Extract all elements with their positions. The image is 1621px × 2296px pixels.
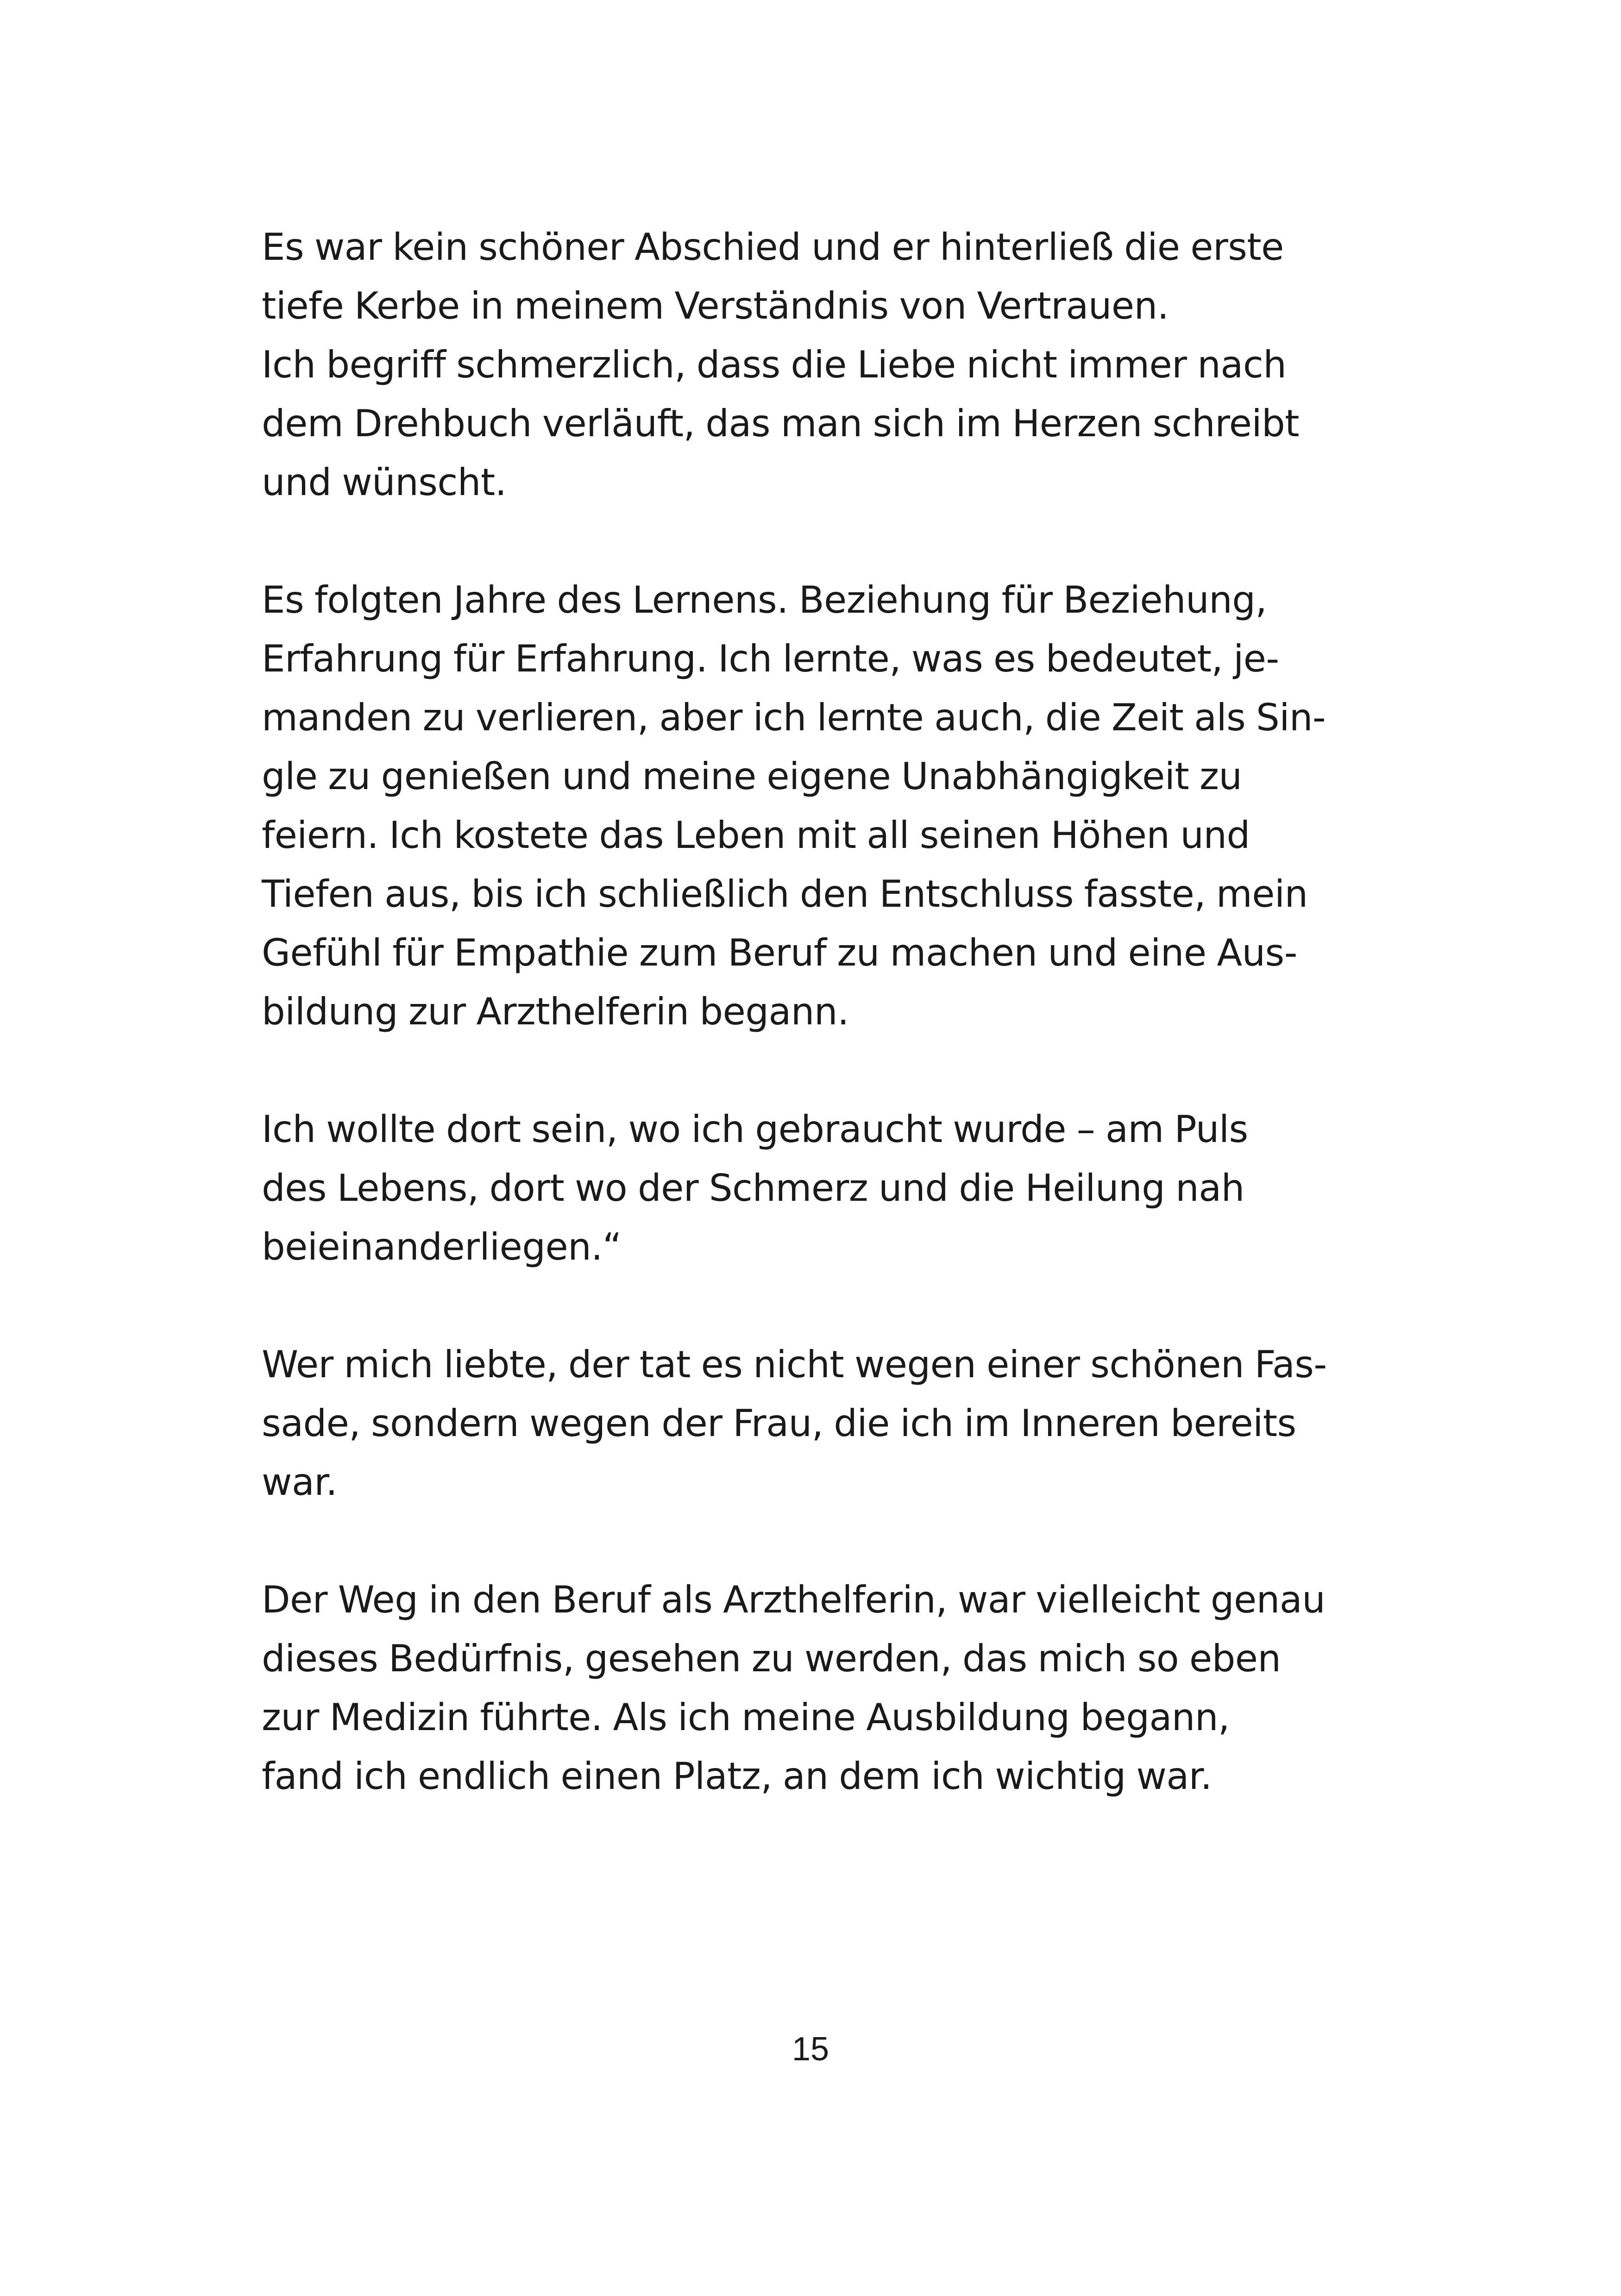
text-line: Erfahrung für Erfahrung. Ich lernte, was es bedeutet, je-: [262, 637, 1279, 680]
text-line: Ich wollte dort sein, wo ich gebraucht wurde – am Puls: [262, 1108, 1248, 1151]
text-line: Wer mich liebte, der tat es nicht wegen einer schönen Fas-: [262, 1343, 1327, 1386]
text-line: dieses Bedürfnis, gesehen zu werden, das mich so eben: [262, 1637, 1281, 1680]
text-line: war.: [262, 1461, 338, 1504]
text-line: sade, sondern wegen der Frau, die ich im Inneren bereits: [262, 1402, 1296, 1445]
text-line: Es war kein schöner Abschied und er hinterließ die erste: [262, 226, 1284, 269]
paragraph-4: [262, 1335, 1396, 1512]
text-line: des Lebens, dort wo der Schmerz und die Heilung nah: [262, 1167, 1244, 1210]
text-line: tiefe Kerbe in meinem Verständnis von Vertrauen.: [262, 284, 1169, 327]
text-line: feiern. Ich kostete das Leben mit all seinen Höhen und: [262, 814, 1250, 857]
text-line: Ich begriff schmerzlich, dass die Liebe nicht immer nach: [262, 343, 1287, 386]
page-number: 15: [792, 2031, 829, 2068]
paragraph-2: [262, 571, 1396, 1041]
text-line: Tiefen aus, bis ich schließlich den Entschluss fasste, mein: [262, 872, 1308, 916]
text-line: Der Weg in den Beruf als Arzthelferin, war vielleicht genau: [262, 1578, 1326, 1621]
text-line: bildung zur Arzthelferin begann.: [262, 990, 849, 1033]
text-line: dem Drehbuch verläuft, das man sich im Herzen schreibt: [262, 402, 1299, 445]
paragraph-5: [262, 1570, 1396, 1806]
text-line: gle zu genießen und meine eigene Unabhängigkeit zu: [262, 755, 1242, 798]
text-line: fand ich endlich einen Platz, an dem ich wichtig war.: [262, 1755, 1212, 1798]
text-line: und wünscht.: [262, 461, 507, 504]
text-line: beieinanderliegen.“: [262, 1225, 622, 1268]
paragraph-3: [262, 1100, 1396, 1276]
text-line: Es folgten Jahre des Lernens. Beziehung für Beziehung,: [262, 578, 1267, 621]
text-line: zur Medizin führte. Als ich meine Ausbildung begann,: [262, 1696, 1230, 1739]
text-line: manden zu verlieren, aber ich lernte auch, die Zeit als Sin-: [262, 696, 1326, 739]
paragraph-1: [262, 218, 1396, 512]
text-line: Gefühl für Empathie zum Beruf zu machen und eine Aus-: [262, 931, 1297, 974]
body-text: [262, 218, 1396, 1864]
